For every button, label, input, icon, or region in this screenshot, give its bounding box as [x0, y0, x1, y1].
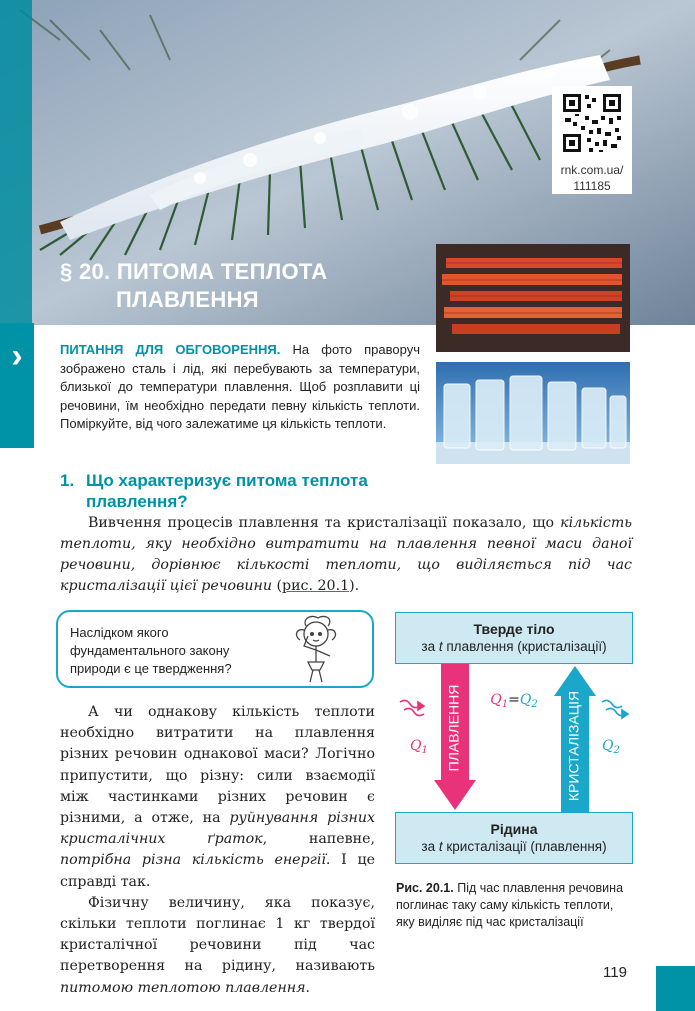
- qr-url[interactable]: [552, 162, 632, 194]
- sub-pre: за: [421, 639, 439, 654]
- phase-transition-diagram: [392, 662, 634, 812]
- figure-reference-link[interactable]: рис. 20.1: [282, 578, 350, 594]
- text-run: Фізичну величину, яка показує, скільки теплоти поглинає 1 кг твердої кристалічної речовини під час перетворення на рідину, називають: [60, 894, 375, 975]
- thinking-girl-icon: [282, 612, 354, 684]
- discussion-lead: ПИТАННЯ ДЛЯ ОБГОВОРЕННЯ.: [60, 342, 281, 357]
- qr-url-line2: 111185: [573, 179, 611, 193]
- liquid-state-box: [395, 812, 633, 864]
- text-run: . І це справді так.: [60, 852, 376, 890]
- photo-hot-steel: [436, 244, 630, 352]
- subsection-number: 1.: [60, 471, 75, 490]
- sub-post: кристалізації (плавлення): [442, 839, 607, 854]
- page-corner-tab: [656, 966, 695, 1011]
- figure-caption-label: Рис. 20.1.: [396, 881, 454, 895]
- paragraph-definition: [60, 513, 632, 597]
- figure-caption-text: Під час плавлення речовина поглинає таку саму кількість теплоти, яку виділяє під час кристалізації: [396, 881, 624, 929]
- text-run: А чи однакову кількість теплоти необхідно витратити на плавлення різних речовин однакової маси? Логічно припустити, що різну: сили взаємодії між частинками різних речовин є різними, а отже, на: [60, 704, 375, 827]
- solid-state-title: Тверде тіло: [473, 621, 555, 637]
- section-title-line2: ПЛАВЛЕННЯ: [116, 287, 259, 312]
- q2-label: $Q_2$: [602, 738, 620, 756]
- paragraph-emphasis: кількість теплоти, яку необхідно витратити на плавлення певної маси даної речовини, дорівнює кількості теплоти, що виділяється під час кристалізації цієї речовини: [60, 515, 632, 594]
- melting-arrow-head: [434, 780, 476, 810]
- paragraph-main: [60, 702, 375, 999]
- sub-pre: за: [421, 839, 439, 854]
- ref-close: ).: [349, 578, 360, 594]
- melting-label: ПЛАВЛЕННЯ: [445, 684, 462, 772]
- figure-caption: [396, 880, 631, 931]
- discussion-question: [60, 341, 420, 434]
- sub-t: t: [438, 839, 443, 854]
- chapter-color-band: [0, 0, 32, 325]
- discussion-text: На фото праворуч зображено сталь і лід, які перебувають за температури, близької до температури плавлення. Щоб розплавити ці речовини, їм необхідно передати певну кількість теплоти. Поміркуйте, від чого залежатиме ця кількість теплоти.: [60, 342, 420, 432]
- subsection-heading-line1: Що характеризує питома теплота: [86, 471, 368, 490]
- liquid-state-subtitle: [396, 838, 632, 856]
- solid-state-box: [395, 612, 633, 664]
- paragraph-text: Вивчення процесів плавлення та кристалізації показало, що: [88, 515, 561, 531]
- ref-open: (: [271, 578, 283, 594]
- sub-t: t: [438, 639, 443, 654]
- emphasis-run: потрібна різна кількість енергії: [60, 852, 326, 869]
- term-emphasis: питомою теплотою плавлення: [60, 979, 306, 996]
- subsection-heading: [60, 470, 420, 512]
- q1-label: $Q_1$: [410, 738, 428, 756]
- heat-in-icon: [400, 700, 424, 715]
- crystallization-label: КРИСТАЛІЗАЦІЯ: [565, 690, 582, 802]
- solid-state-subtitle: [396, 638, 632, 656]
- emphasis-run: руйнування різних кристалічних ґраток: [60, 810, 376, 848]
- section-title: [60, 258, 327, 314]
- heat-equality-equation: $Q_1=Q_2$: [490, 692, 538, 710]
- page-number: 119: [603, 964, 627, 981]
- callout-question: Наслідком якого фундаментального закону природи є це твердження?: [70, 625, 232, 676]
- sub-post: плавлення (кристалізації): [442, 639, 607, 654]
- photo-ice-blocks: [436, 362, 630, 464]
- paragraph-2: [60, 893, 375, 999]
- liquid-state-title: Рідина: [490, 821, 538, 837]
- qr-url-line1: rnk.com.ua/: [560, 163, 624, 177]
- qr-code-icon[interactable]: [561, 92, 623, 154]
- text-run: .: [305, 979, 311, 996]
- paragraph-1: [60, 702, 375, 893]
- chevron-right-icon: ›: [11, 337, 23, 375]
- text-run: , напевне,: [262, 831, 375, 848]
- section-title-line1: § 20. ПИТОМА ТЕПЛОТА: [60, 259, 328, 284]
- subsection-heading-line2: плавлення?: [86, 492, 188, 511]
- heat-out-icon: [602, 700, 628, 718]
